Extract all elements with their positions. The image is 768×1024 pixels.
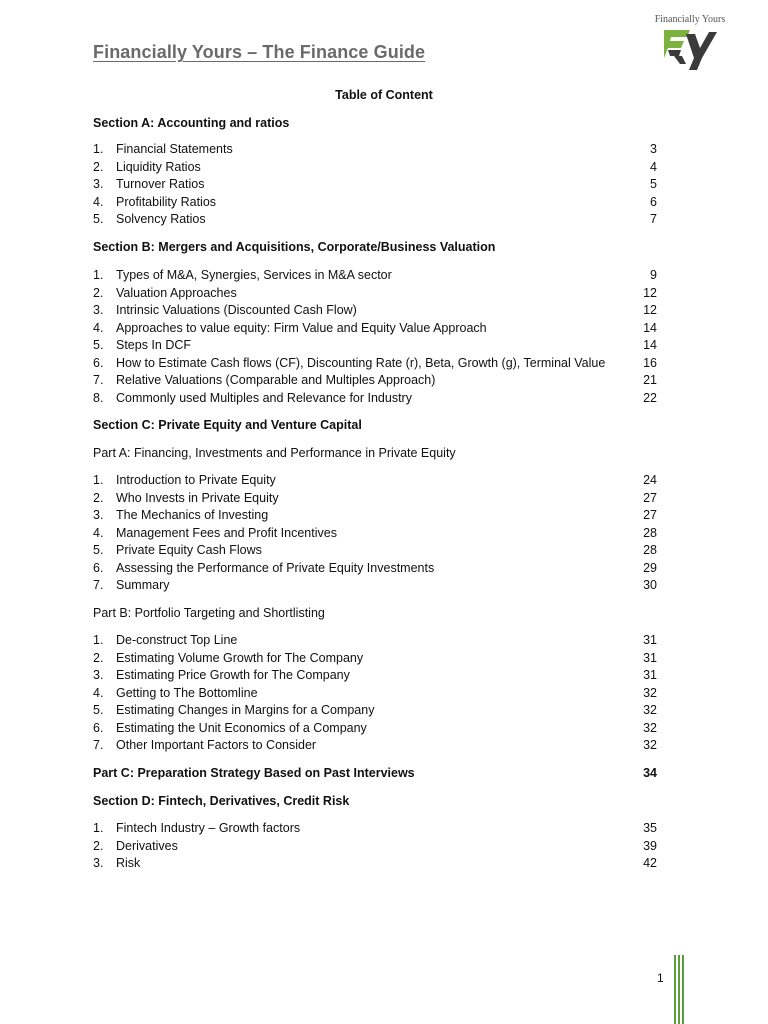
- toc-item-number: 5.: [93, 338, 104, 353]
- section-d-heading: [93, 793, 663, 810]
- toc-item-page: 32: [643, 685, 657, 700]
- margin-bar: [678, 955, 680, 1024]
- toc-heading: Table of Content: [335, 88, 433, 102]
- toc-item-number: 3.: [93, 177, 104, 192]
- toc-item-label: Steps In DCF: [116, 338, 192, 353]
- toc-item-page: 16: [643, 355, 657, 370]
- toc-item-number: 4.: [93, 320, 104, 335]
- part-c-heading: [93, 765, 663, 782]
- toc-item-label: Relative Valuations (Comparable and Multiples Approach): [116, 373, 436, 388]
- document-title: Financially Yours – The Finance Guide: [93, 42, 426, 62]
- toc-item: [93, 820, 663, 837]
- toc-item-label: Section D: Fintech, Derivatives, Credit Risk: [93, 794, 350, 808]
- toc-item-label: Valuation Approaches: [116, 285, 237, 300]
- toc-item-number: 6.: [93, 355, 104, 370]
- toc-item-page: 39: [643, 838, 657, 853]
- toc-item-label: Section B: Mergers and Acquisitions, Corporate/Business Valuation: [93, 240, 496, 254]
- toc-item: [93, 855, 663, 872]
- toc-item: [93, 176, 663, 193]
- toc-item-label: Other Important Factors to Consider: [116, 738, 317, 753]
- section-a-heading: [93, 115, 663, 132]
- toc-item-label: The Mechanics of Investing: [116, 508, 269, 523]
- toc-item: [93, 667, 663, 684]
- toc-item-number: 2.: [93, 838, 104, 853]
- toc-item-page: 14: [643, 320, 657, 335]
- toc-item-page: 12: [643, 285, 657, 300]
- toc-item-label: Getting to The Bottomline: [116, 685, 258, 700]
- toc-item-label: Types of M&A, Synergies, Services in M&A sector: [116, 268, 392, 282]
- toc-item-page: 6: [650, 194, 657, 209]
- toc-item-page: 9: [650, 268, 657, 282]
- toc-item-page: 34: [643, 766, 657, 780]
- toc-item-page: 32: [643, 703, 657, 718]
- toc-item-label: Summary: [116, 578, 170, 593]
- toc-item: [93, 390, 663, 407]
- toc-item: [93, 542, 663, 559]
- page-number: 1: [657, 971, 664, 985]
- toc-item-label: How to Estimate Cash flows (CF), Discounting Rate (r), Beta, Growth (g), Terminal Value: [116, 355, 606, 370]
- logo-text: Financially Yours: [654, 14, 726, 25]
- toc-item: [93, 320, 663, 337]
- toc-item-label: Profitability Ratios: [116, 194, 217, 209]
- toc-item-page: 28: [643, 543, 657, 558]
- brand-logo: [652, 14, 728, 74]
- toc-item-label: Private Equity Cash Flows: [116, 543, 262, 558]
- toc-item-number: 3.: [93, 856, 104, 871]
- toc-item-label: Liquidity Ratios: [116, 159, 201, 174]
- toc-item-label: Section A: Accounting and ratios: [93, 116, 290, 130]
- toc-item-label: Part B: Portfolio Targeting and Shortlisting: [93, 606, 325, 620]
- toc-item-label: Intrinsic Valuations (Discounted Cash Flow): [116, 303, 357, 318]
- toc-item-number: 2.: [93, 285, 104, 300]
- toc-item-page: 28: [643, 525, 657, 540]
- toc-item-page: 31: [643, 650, 657, 665]
- toc-item-number: 3.: [93, 508, 104, 523]
- toc-item-number: 5.: [93, 543, 104, 558]
- toc-item-page: 30: [643, 578, 657, 593]
- toc-item: [93, 472, 663, 489]
- toc-item: [93, 650, 663, 667]
- fy-logo-icon: [662, 28, 718, 72]
- toc-item-number: 8.: [93, 390, 104, 405]
- toc-item-label: Part C: Preparation Strategy Based on Past Interviews: [93, 766, 415, 780]
- toc-item: [93, 577, 663, 594]
- toc-item: [93, 159, 663, 176]
- toc-item-page: 14: [643, 338, 657, 353]
- toc-item-number: 1.: [93, 473, 104, 487]
- toc-item: [93, 560, 663, 577]
- toc-item-number: 7.: [93, 578, 104, 593]
- toc-item-label: De-construct Top Line: [116, 633, 238, 647]
- toc-item-number: 3.: [93, 668, 104, 683]
- part-b-heading: [93, 605, 663, 622]
- toc-item-label: Assessing the Performance of Private Equity Investments: [116, 560, 435, 575]
- toc-item-label: Fintech Industry – Growth factors: [116, 821, 301, 835]
- toc-item-label: Who Invests in Private Equity: [116, 490, 279, 505]
- toc-item-number: 5.: [93, 212, 104, 227]
- toc-item-label: Estimating the Unit Economics of a Company: [116, 720, 367, 735]
- toc-item-label: Financial Statements: [116, 142, 233, 156]
- toc-item: [93, 355, 663, 372]
- section-c-heading: [93, 417, 663, 434]
- toc-item: [93, 507, 663, 524]
- toc-item: [93, 194, 663, 211]
- toc-item-page: 32: [643, 738, 657, 753]
- toc-item-number: 7.: [93, 738, 104, 753]
- toc-item: [93, 737, 663, 754]
- margin-bar: [674, 955, 676, 1024]
- toc-item-number: 2.: [93, 159, 104, 174]
- toc-item-page: 4: [650, 159, 657, 174]
- toc-item: [93, 490, 663, 507]
- toc-item-label: Commonly used Multiples and Relevance for Industry: [116, 390, 412, 405]
- toc-item-page: 31: [643, 633, 657, 647]
- toc-item-number: 1.: [93, 142, 104, 156]
- toc-item-label: Turnover Ratios: [116, 177, 205, 192]
- toc-item: [93, 285, 663, 302]
- toc-item-label: Derivatives: [116, 838, 178, 853]
- toc-item: [93, 525, 663, 542]
- toc-item-number: 4.: [93, 685, 104, 700]
- toc-item-label: Introduction to Private Equity: [116, 473, 276, 487]
- toc-item-page: 27: [643, 508, 657, 523]
- section-b-heading: [93, 239, 663, 256]
- toc-item-page: 42: [643, 856, 657, 871]
- toc-item: [93, 632, 663, 649]
- toc-item-number: 5.: [93, 703, 104, 718]
- toc-item-number: 7.: [93, 373, 104, 388]
- toc-item-page: 3: [650, 142, 657, 156]
- toc-item-label: Estimating Price Growth for The Company: [116, 668, 350, 683]
- toc-item-number: 2.: [93, 490, 104, 505]
- toc-item-page: 27: [643, 490, 657, 505]
- toc-item: [93, 372, 663, 389]
- toc-item-page: 12: [643, 303, 657, 318]
- toc-item: [93, 141, 663, 158]
- toc-item-number: 1.: [93, 821, 104, 835]
- toc-item-number: 1.: [93, 268, 104, 282]
- toc-item-number: 1.: [93, 633, 104, 647]
- toc-item-page: 21: [643, 373, 657, 388]
- toc-item-page: 7: [650, 212, 657, 227]
- toc-item-label: Risk: [116, 856, 141, 871]
- toc-item-page: 32: [643, 720, 657, 735]
- toc-item-number: 6.: [93, 720, 104, 735]
- toc-item-label: Estimating Changes in Margins for a Company: [116, 703, 375, 718]
- toc-item-label: Management Fees and Profit Incentives: [116, 525, 337, 540]
- toc-item-number: 4.: [93, 194, 104, 209]
- toc-item: [93, 720, 663, 737]
- toc-item-page: 24: [643, 473, 657, 487]
- toc-item: [93, 337, 663, 354]
- toc-item: [93, 267, 663, 284]
- part-a-heading: [93, 445, 663, 462]
- toc-item-page: 29: [643, 560, 657, 575]
- toc-item: [93, 838, 663, 855]
- toc-item: [93, 685, 663, 702]
- toc-item-number: 3.: [93, 303, 104, 318]
- margin-bar: [682, 955, 684, 1024]
- toc-item-label: Part A: Financing, Investments and Performance in Private Equity: [93, 446, 456, 460]
- toc-item-page: 31: [643, 668, 657, 683]
- toc-item: [93, 702, 663, 719]
- toc-item-label: Solvency Ratios: [116, 212, 206, 227]
- toc-item: [93, 302, 663, 319]
- toc-item-page: 35: [643, 821, 657, 835]
- toc-item-number: 2.: [93, 650, 104, 665]
- toc-item: [93, 211, 663, 228]
- toc-item-page: 5: [650, 177, 657, 192]
- toc-item-number: 4.: [93, 525, 104, 540]
- toc-item-label: Approaches to value equity: Firm Value and Equity Value Approach: [116, 320, 487, 335]
- toc-item-page: 22: [643, 390, 657, 405]
- toc-item-number: 6.: [93, 560, 104, 575]
- toc-item-label: Estimating Volume Growth for The Company: [116, 650, 364, 665]
- toc-item-label: Section C: Private Equity and Venture Capital: [93, 418, 362, 432]
